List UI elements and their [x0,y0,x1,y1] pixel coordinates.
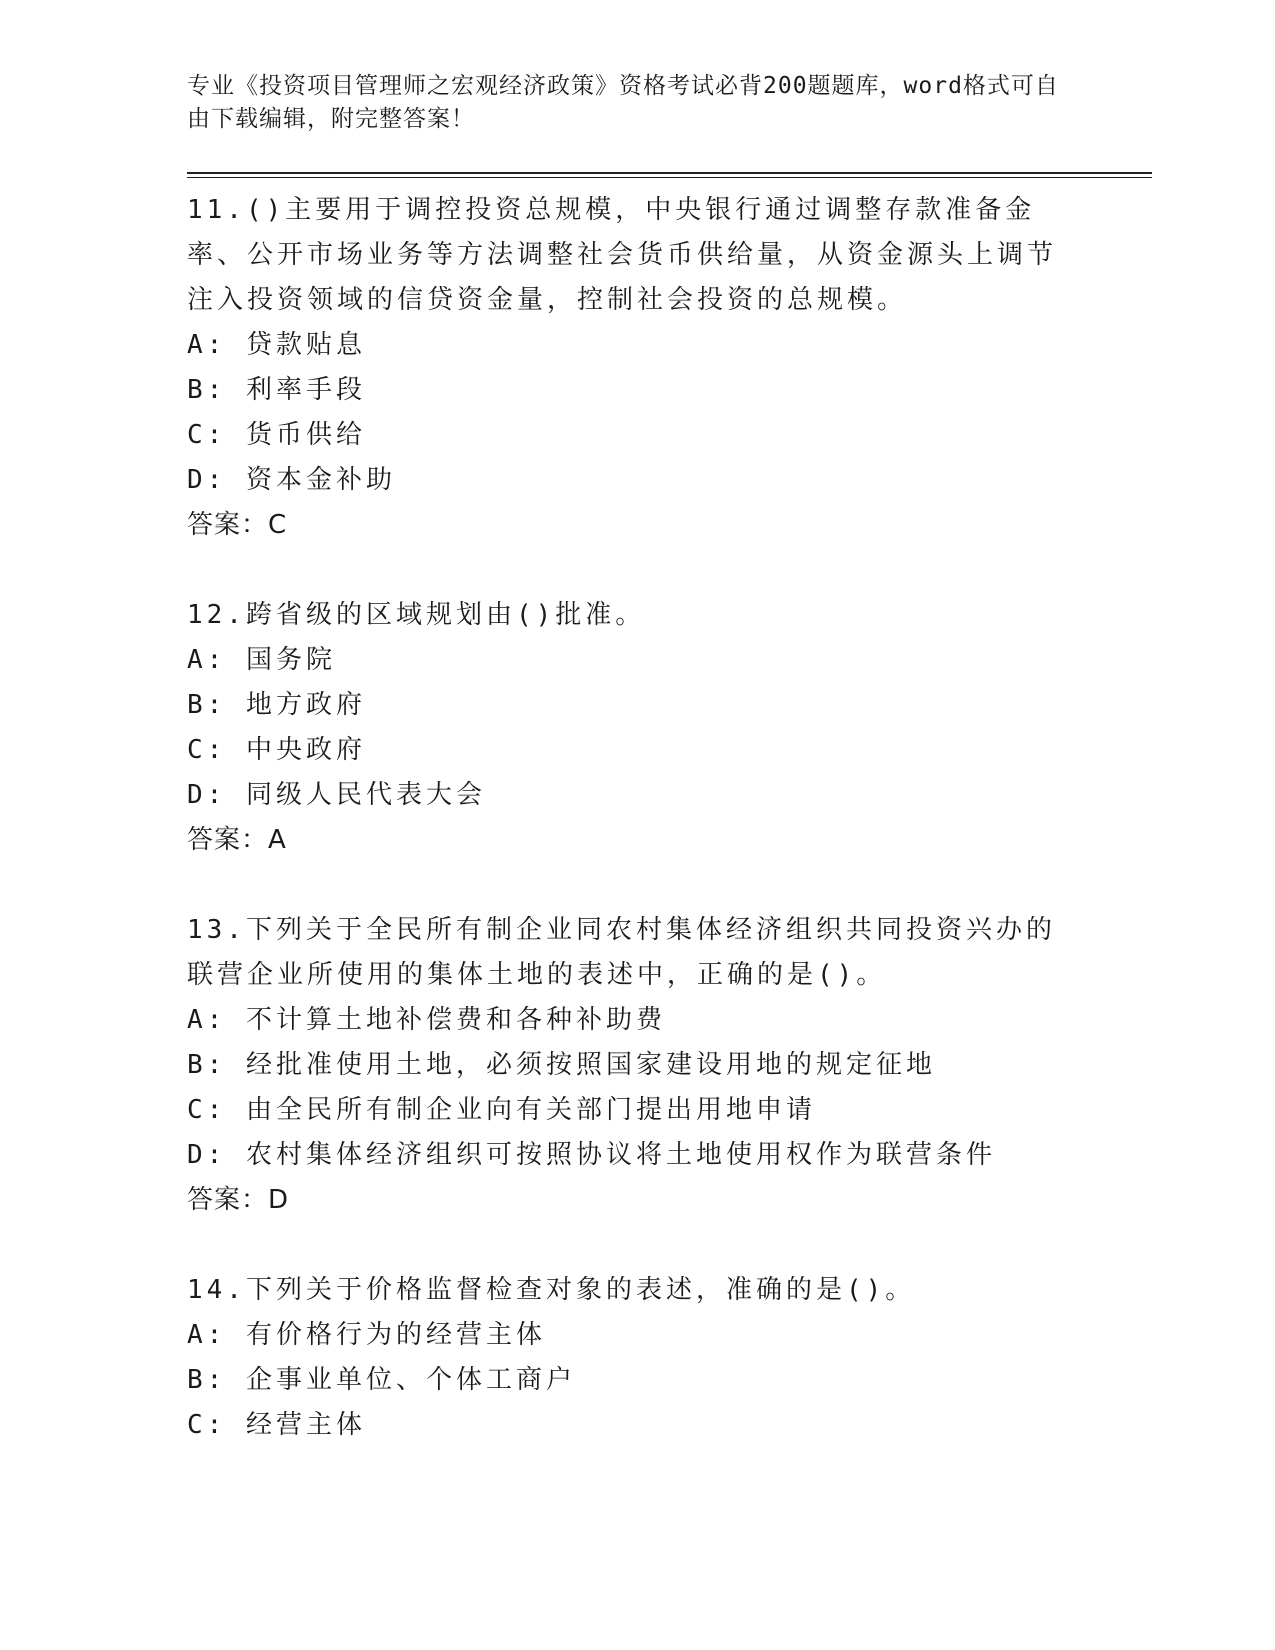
question-12 [187,593,1152,863]
question-stem: 13.下列关于全民所有制企业同农村集体经济组织共同投资兴办的联营企业所使用的集体土地的表述中，正确的是()。 [187,915,1056,990]
option-b: B: 企事业单位、个体工商户 [187,1365,576,1395]
question-stem: 12.跨省级的区域规划由()批准。 [187,600,646,630]
option-b: B: 地方政府 [187,690,366,720]
option-b: B: 利率手段 [187,375,366,405]
option-c: C: 经营主体 [187,1410,366,1440]
option-d: D: 同级人民代表大会 [187,780,486,810]
option-a: A: 不计算土地补偿费和各种补助费 [187,1005,666,1035]
option-c: C: 货币供给 [187,420,366,450]
option-c: C: 中央政府 [187,735,366,765]
question-list [187,188,1152,1448]
question-stem: 11.()主要用于调控投资总规模，中央银行通过调整存款准备金率、公开市场业务等方法调整社会货币供给量，从资金源头上调节注入投资领域的信贷资金量，控制社会投资的总规模。 [187,195,1058,315]
option-b: B: 经批准使用土地，必须按照国家建设用地的规定征地 [187,1050,936,1080]
header-divider [187,172,1152,178]
option-c: C: 由全民所有制企业向有关部门提出用地申请 [187,1095,816,1125]
question-14 [187,1268,1152,1448]
option-a: A: 国务院 [187,645,336,675]
divider-thick-line [187,172,1152,174]
document-header: 专业《投资项目管理师之宏观经济政策》资格考试必背200题题库，word格式可自由下载编辑，附完整答案！ [187,73,1059,132]
option-a: A: 有价格行为的经营主体 [187,1320,546,1350]
document-page [187,70,1152,1493]
question-13 [187,908,1152,1223]
option-d: D: 资本金补助 [187,465,396,495]
question-stem: 14.下列关于价格监督检查对象的表述，准确的是()。 [187,1275,916,1305]
option-d: D: 农村集体经济组织可按照协议将土地使用权作为联营条件 [187,1140,996,1170]
answer: 答案：C [187,510,288,540]
option-a: A: 贷款贴息 [187,330,366,360]
answer: 答案：A [187,825,287,855]
answer: 答案：D [187,1185,290,1215]
question-11 [187,188,1152,548]
divider-thin-line [187,177,1152,178]
